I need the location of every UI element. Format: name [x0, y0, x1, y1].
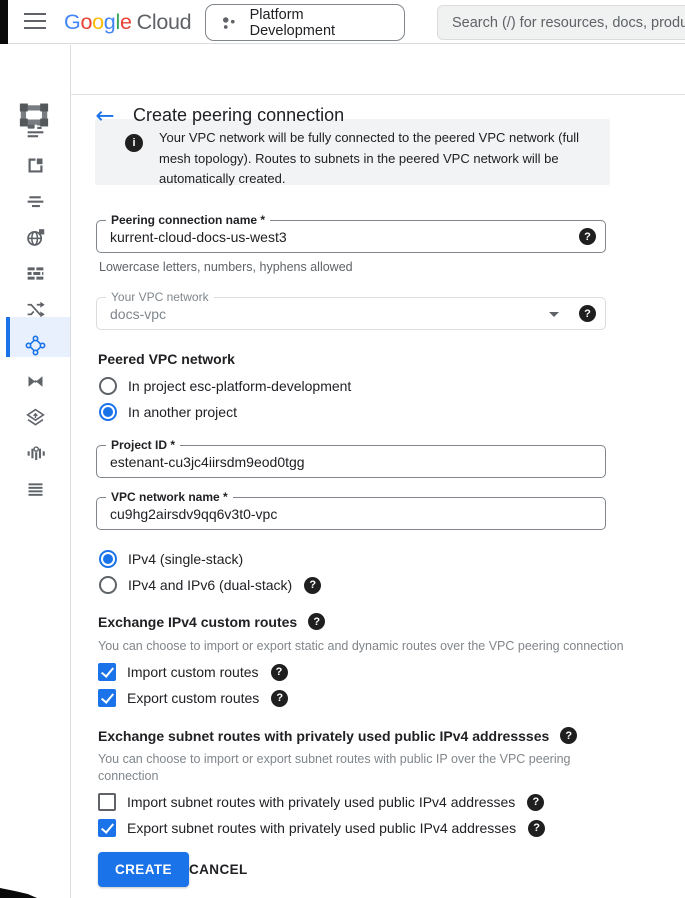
app-bar: [0, 0, 685, 44]
logo-letter: o: [92, 9, 104, 34]
subnet-routes-title: [98, 727, 577, 744]
custom-routes-description: You can choose to import or export static and dynamic routes over the VPC peering connection: [98, 639, 624, 653]
help-icon[interactable]: ?: [579, 305, 596, 322]
info-banner-text: Your VPC network will be fully connected to the peered VPC network (full mesh topology). Routes to subnets in the peered VPC network will be automatically created.: [159, 130, 580, 186]
sidebar-item-10[interactable]: [0, 435, 70, 471]
radio-unselected[interactable]: [99, 377, 117, 395]
globe-icon: [25, 227, 46, 248]
radio-label: IPv4 and IPv6 (dual-stack): [128, 577, 293, 593]
checkbox-unchecked[interactable]: [98, 793, 116, 811]
vpc-network-name-field[interactable]: [96, 490, 606, 530]
your-vpc-select[interactable]: [96, 290, 606, 330]
google-cloud-logo[interactable]: [64, 0, 191, 44]
sidebar-item-5[interactable]: [0, 255, 70, 291]
bowtie-icon: [25, 371, 46, 392]
sidebar-item-6[interactable]: [0, 291, 70, 327]
radio-selected[interactable]: [99, 550, 117, 568]
help-icon[interactable]: ?: [304, 577, 321, 594]
header-divider: [71, 94, 685, 95]
logo-letter: e: [119, 9, 132, 34]
radio-label: In another project: [128, 404, 237, 420]
sidebar-item-4[interactable]: [0, 219, 70, 255]
checkbox-label: Import subnet routes with privately used public IPv4 addresses: [127, 794, 516, 810]
logo-letter: G: [64, 9, 81, 34]
checkbox-label: Export custom routes: [127, 690, 260, 706]
checkbox-label: Import custom routes: [127, 664, 259, 680]
vpc-network-name-input[interactable]: [110, 499, 590, 528]
peering-name-helper: Lowercase letters, numbers, hyphens allowed: [99, 260, 353, 274]
screen-edge-artifact: [0, 0, 8, 44]
page-header: [0, 45, 685, 129]
card-corner-icon: [25, 155, 46, 176]
project-selector-button[interactable]: [205, 4, 405, 41]
custom-routes-title: [98, 613, 325, 630]
radio-label: In project esc-platform-development: [128, 378, 352, 394]
project-id-input[interactable]: [110, 447, 590, 476]
sidebar-item-3[interactable]: [0, 183, 70, 219]
rail-divider: [70, 45, 71, 898]
logo-cloud-text: Cloud: [136, 9, 192, 34]
peering-name-field[interactable]: [96, 213, 606, 253]
radio-label: IPv4 (single-stack): [128, 551, 244, 567]
help-icon[interactable]: ?: [308, 613, 325, 630]
sidebar-item-2[interactable]: [0, 147, 70, 183]
page-title: Create peering connection: [133, 105, 345, 125]
sidebar-item-8[interactable]: [0, 363, 70, 399]
vpc-network-name-label: VPC network name *: [106, 490, 233, 504]
radio-row-dual-stack[interactable]: [99, 575, 321, 595]
help-icon[interactable]: ?: [560, 727, 577, 744]
stacked-layers-icon: [25, 407, 46, 428]
help-icon[interactable]: ?: [271, 664, 288, 681]
your-vpc-value: docs-vpc: [110, 306, 167, 322]
project-icon: [220, 14, 238, 32]
checkbox-row-export-custom[interactable]: [98, 688, 288, 708]
create-button[interactable]: CREATE: [98, 852, 189, 887]
info-icon: i: [125, 134, 143, 152]
vpc-network-product-icon: [19, 102, 49, 128]
your-vpc-label: Your VPC network: [106, 290, 214, 304]
bricks-icon: [25, 263, 46, 284]
dropdown-caret-icon: [549, 312, 559, 317]
logo-letter: g: [103, 9, 116, 34]
project-id-field[interactable]: [96, 438, 606, 478]
checkbox-row-export-subnet[interactable]: [98, 818, 545, 838]
checkbox-checked[interactable]: [98, 689, 116, 707]
search-input[interactable]: [437, 5, 685, 40]
help-icon[interactable]: ?: [527, 794, 544, 811]
checkbox-label: Export subnet routes with privately used public IPv4 addresses: [127, 820, 517, 836]
peering-name-label: Peering connection name *: [106, 213, 270, 227]
radio-row-ipv4[interactable]: [99, 549, 243, 569]
project-selector-label: Platform Development: [249, 6, 336, 39]
sidebar-item-peering-active[interactable]: [0, 327, 70, 363]
subnet-routes-title-text: Exchange subnet routes with privately used public IPv4 addressses: [98, 727, 550, 744]
checkbox-checked[interactable]: [98, 819, 116, 837]
checkbox-checked[interactable]: [98, 663, 116, 681]
dense-lines-icon: [25, 479, 46, 500]
menu-icon[interactable]: [24, 13, 46, 31]
staggered-lines-icon: [25, 191, 46, 212]
custom-routes-title-text: Exchange IPv4 custom routes: [98, 613, 298, 630]
logo-letter: l: [115, 9, 120, 34]
main-content: [71, 95, 685, 898]
logo-letter: o: [80, 9, 93, 34]
back-arrow-icon[interactable]: ←: [90, 101, 120, 131]
peered-section-title-text: Peered VPC network: [98, 351, 235, 367]
radio-unselected[interactable]: [99, 576, 117, 594]
radio-row-in-project[interactable]: [99, 376, 351, 396]
sidebar-rail: [0, 95, 70, 898]
help-icon[interactable]: ?: [271, 690, 288, 707]
peered-section-title: [98, 351, 235, 367]
network-peering-icon: [25, 335, 46, 356]
sidebar-item-9[interactable]: [0, 399, 70, 435]
checkbox-row-import-subnet[interactable]: [98, 792, 544, 812]
crossing-arrows-icon: [25, 299, 46, 320]
peering-name-input[interactable]: [110, 222, 540, 251]
help-icon[interactable]: ?: [528, 820, 545, 837]
subnet-routes-description: You can choose to import or export subnet routes with public IP over the VPC peering connection: [98, 752, 571, 783]
checkbox-row-import-custom[interactable]: [98, 662, 288, 682]
radio-row-another-project[interactable]: [99, 402, 237, 422]
project-id-label: Project ID *: [106, 438, 180, 452]
info-banner: [95, 119, 610, 185]
sidebar-item-11[interactable]: [0, 471, 70, 507]
equalizer-dot-icon: [25, 443, 46, 464]
radio-selected[interactable]: [99, 403, 117, 421]
cancel-button[interactable]: CANCEL: [183, 852, 254, 887]
help-icon[interactable]: ?: [579, 228, 596, 245]
